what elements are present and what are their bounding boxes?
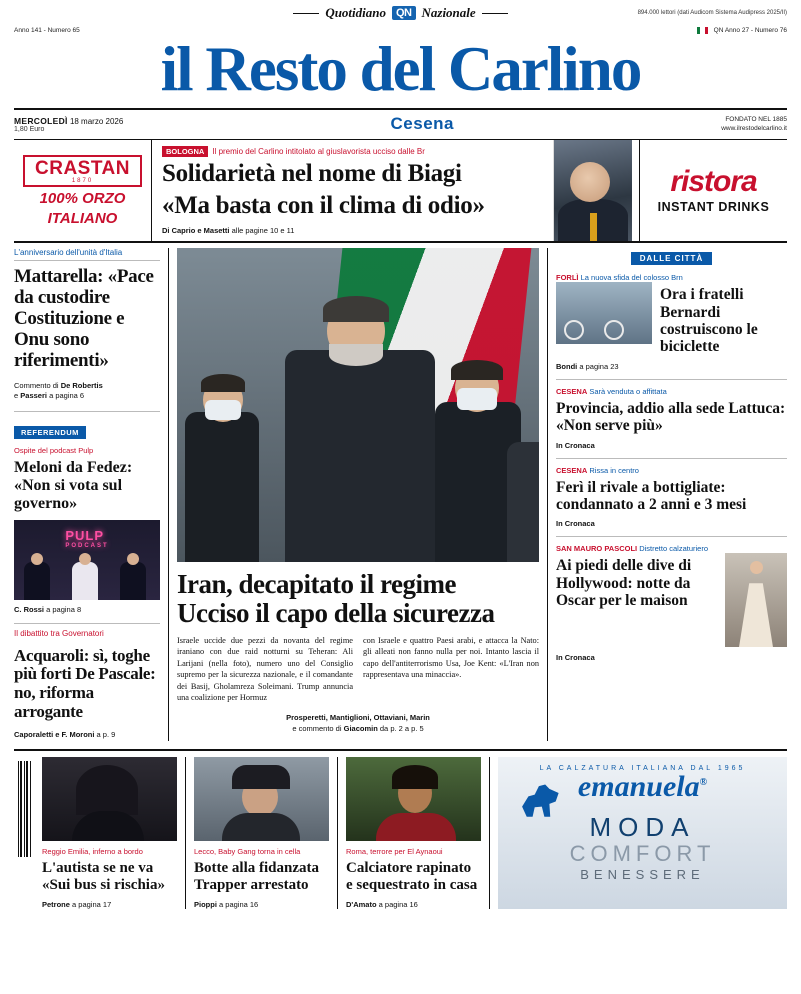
crowd-figure-4: [507, 442, 539, 562]
photo-jersey-3: [376, 813, 456, 841]
credit-name-1: De Robertis: [60, 380, 103, 390]
founded-text: FONDATO NEL 1885: [725, 116, 787, 124]
city-credit-2: [556, 441, 787, 450]
dateline-date: 18 marzo 2026: [69, 116, 124, 126]
crowd-hair-3: [451, 360, 503, 380]
qn-masthead: [214, 5, 587, 21]
city-headline-2: Provincia, addio alla sede Lattuca: «Non serve più»: [556, 399, 786, 435]
bottom-strip: [14, 749, 787, 910]
figure-left: [24, 562, 50, 600]
dress-shape: [739, 583, 773, 647]
main-body-col-2: con Israele e quattro Paesi arabi, e attacca la Nato: gli alleati non fanno nulla per noi. Intanto lascia il capo dell'antiterrorismo Usa, Joe Kent: «L'Iran non rappresentava una minaccia».: [363, 636, 539, 680]
dateline-price: 1,80 Euro: [14, 125, 45, 133]
credit-page-b2: a pagina 16: [219, 900, 259, 910]
rule-right: [482, 13, 508, 14]
credit-name-b3: D'Amato: [346, 900, 377, 910]
qn-issue-text: QN Anno 27 - Numero 76: [713, 27, 787, 35]
emanuela-word-moda: MODA: [589, 811, 696, 842]
bottom-headline-3: Calciatore rapinato e sequestrato in casa: [346, 859, 478, 893]
lead-kicker-text: Il premio del Carlino intitolato al giuslavorista ucciso dalle Br: [212, 147, 425, 157]
bottom-kicker-2: Lecco, Baby Gang torna in cella: [194, 846, 301, 856]
left-credit-2: [14, 605, 160, 614]
pulp-podcast-photo: [14, 520, 160, 600]
issue-meta: Anno 141 - Numero 65: [14, 27, 80, 35]
pulp-neon-sign: PULP PODCAST: [65, 527, 109, 549]
city-name-3: CESENA: [556, 465, 588, 475]
credit-name-c1: Bondi: [556, 361, 578, 371]
qn-issue-meta: [697, 27, 787, 34]
city-kicker-3: [556, 466, 787, 475]
city-name-2: CESENA: [556, 386, 588, 396]
emanuela-reg-mark: ®: [699, 776, 708, 788]
lead-headline-line2: «Ma basta con il clima di odio»: [162, 191, 485, 219]
city-kicker-text-3: Rissa in centro: [589, 465, 639, 475]
referendum-pill-box: [14, 422, 160, 440]
ristora-tagline: INSTANT DRINKS: [657, 200, 770, 215]
photo-hair-3: [392, 765, 438, 789]
city-kicker-text-4: Distretto calzaturiero: [639, 544, 708, 554]
lead-byline: [162, 226, 539, 235]
bottom-credit-2: [194, 900, 329, 909]
left-headline-2[interactable]: Meloni da Fedez: «Non si vota sul governo»: [14, 458, 133, 512]
city-row-1: [556, 282, 787, 355]
city-kicker-2: [556, 387, 787, 396]
bicycle-photo: [556, 282, 652, 344]
credit-name-4: Caporaletti: [14, 730, 54, 740]
ristora-brand: ristora: [670, 165, 757, 199]
credit-name-b2: Pioppi: [194, 900, 217, 910]
sub-strip: [14, 21, 787, 34]
city-item-2[interactable]: [556, 380, 787, 450]
website-link[interactable]: www.ilrestodelcarlino.it: [721, 125, 787, 133]
main-byline-comment: e commento di: [292, 723, 342, 733]
dateline-bar: [14, 110, 787, 139]
photo-figure-face: [570, 162, 610, 202]
bicycle-icon: [564, 310, 642, 340]
left-overline-1: L'anniversario dell'unità d'Italia: [14, 248, 160, 261]
lead-byline-pages: alle pagine 10 e 11: [231, 226, 295, 236]
city-name-4: SAN MAURO PASCOLI: [556, 544, 638, 554]
bottom-credit-1: [42, 900, 177, 909]
crowd-figure-1: [185, 412, 259, 562]
crastan-logo: [23, 155, 142, 187]
dateline-day: MERCOLEDÌ: [14, 115, 68, 126]
city-headline-4: Ai piedi delle dive di Hollywood: notte da Oscar per le maison: [556, 557, 692, 609]
left-overline-3: Il dibattito tra Governatori: [14, 628, 104, 638]
lead-byline-name: Di Caprio e Masetti: [162, 226, 230, 236]
left-headline-3[interactable]: Acquaroli: sì, toghe più forti De Pascale: no, riforma arrogante: [14, 645, 156, 721]
dateline-right: [721, 115, 787, 133]
photo-body-1: [72, 811, 144, 841]
ad-crastan[interactable]: [14, 140, 152, 241]
city-kicker-4: [556, 544, 787, 553]
crastan-line1: 100% ORZO: [39, 190, 126, 208]
photo-hair-1: [76, 765, 138, 815]
dateline-left: [14, 116, 123, 133]
city-headline-1: Ora i fratelli Bernardi costruiscono le biciclette: [660, 286, 758, 356]
divider: [14, 411, 160, 412]
figure-center: [72, 562, 98, 600]
italian-flag-icon: [697, 27, 708, 34]
left-overline-2: Ospite del podcast Pulp: [14, 445, 94, 455]
photo-cap-2: [232, 765, 290, 789]
bottom-photo-3: [346, 757, 481, 841]
bottom-photo-2: [194, 757, 329, 841]
city-credit-1: [556, 362, 787, 371]
rule-left: [293, 13, 319, 14]
bottom-item-3[interactable]: [338, 757, 490, 910]
qn-word-quotidiano: Quotidiano: [325, 5, 386, 20]
crastan-line2: ITALIANO: [47, 209, 118, 227]
right-column: [547, 248, 787, 740]
center-column: [169, 248, 547, 740]
bottom-item-2[interactable]: [186, 757, 338, 910]
dress-head: [750, 561, 763, 574]
top-left-meta: [14, 10, 214, 16]
photo-figure-tie: [590, 213, 597, 241]
lead-headline-line1: Solidarietà nel nome di Biagi: [162, 160, 462, 188]
edition-city: Cesena: [390, 114, 455, 134]
credit-page-3: a p. 9: [96, 730, 116, 740]
bottom-headline-2: Botte alla fidanzata Trapper arrestato: [194, 859, 319, 893]
lead-tag: BOLOGNA: [162, 146, 208, 157]
qn-logo: QN: [392, 6, 416, 20]
main-photo: [177, 248, 539, 562]
crowd-figure-main: [285, 350, 435, 562]
lead-photo-image: [554, 140, 632, 241]
city-item-4[interactable]: [556, 537, 787, 662]
crowd-mask-1: [205, 400, 241, 420]
left-credit-3: [14, 730, 160, 741]
page-title: il Resto del Carlino: [160, 34, 641, 105]
left-credit-1: [14, 381, 160, 402]
barcode-bars: [18, 761, 31, 857]
dress-photo: [725, 553, 787, 647]
emanuela-brand-text: emanuela: [577, 769, 700, 803]
bottom-photo-1: [42, 757, 177, 841]
ad-emanuela[interactable]: [498, 757, 787, 910]
main-byline-pages: da p. 2 a p. 5: [379, 723, 424, 733]
lead-photo: [553, 140, 631, 241]
credit-label: Commento di: [14, 380, 59, 390]
bottom-kicker-1: Reggio Emilia, inferno a bordo: [42, 846, 143, 856]
bottom-credit-3: [346, 900, 481, 909]
figure-right: [120, 562, 146, 600]
photo-body-2: [222, 813, 300, 841]
main-grid: [14, 248, 787, 740]
credit-page-b3: a pagina 16: [378, 900, 418, 910]
crastan-since: 1870: [71, 178, 94, 185]
ad-ristora[interactable]: [639, 140, 787, 241]
left-headline-1[interactable]: Mattarella: «Pace da custodire Costituzione e Onu sono riferimenti»: [14, 266, 154, 371]
barcode: [14, 757, 34, 910]
top-strip: [14, 0, 787, 21]
main-byline: [177, 713, 539, 735]
credit-name-3: C. Rossi: [14, 604, 45, 614]
credit-page-b1: a pagina 17: [72, 900, 112, 910]
crowd-mask-3: [457, 388, 497, 410]
city-kicker-text-1: La nuova sfida del colosso Brn: [580, 273, 683, 283]
main-byline-comment-name: Giacomin: [343, 723, 378, 733]
bottom-item-1[interactable]: [34, 757, 186, 910]
main-body-col-1: Israele uccide due pezzi da novanta del regime iraniano con due raid notturni su Teheran: Ali Larijani (nella foto), numero uno del Consiglio supremo per la sicurezza nazionale, e il comandante dei Basij, Gholamreza Soleimani. Trump annuncia una coalizione per Hormuz: [177, 636, 353, 703]
emanuela-word-comfort: COMFORT: [569, 840, 716, 866]
bottom-headline-1: L'autista se ne va «Sui bus si rischia»: [42, 859, 165, 893]
credit-name-5: e F. Moroni: [55, 730, 95, 740]
city-name-1: FORLÌ: [556, 273, 579, 283]
credit-name-b1: Petrone: [42, 900, 70, 910]
photo-crowd: [177, 332, 539, 562]
credit-page-2: a pagina 8: [46, 604, 82, 614]
lead-story[interactable]: [160, 140, 545, 241]
qn-word-nazionale: Nazionale: [421, 5, 476, 20]
bottom-kicker-3: Roma, terrore per El Aynaoui: [346, 846, 443, 856]
credit-name-c4: In Cronaca: [556, 653, 595, 663]
lead-kicker: [162, 147, 539, 156]
section-badge: DALLE CITTÀ: [631, 252, 712, 265]
main-story-heading[interactable]: [177, 570, 539, 627]
credit-name-2: Passeri: [20, 391, 47, 401]
readers-count: 894.000 lettori (dati Audicom Sistema Audipress 2025/II): [637, 10, 787, 16]
left-column: [14, 248, 169, 740]
dalle-citta-header: [556, 248, 787, 266]
crowd-hair-1: [201, 374, 245, 392]
credit-name-c3: In Cronaca: [556, 519, 595, 529]
city-credit-3: [556, 519, 787, 528]
crowd-hair-main: [323, 296, 389, 322]
city-item-1[interactable]: [556, 266, 787, 370]
credit-join: e: [14, 391, 19, 401]
main-headline-line1: Iran, decapitato il regime: [177, 569, 456, 600]
city-item-3[interactable]: [556, 459, 787, 529]
credit-page-1: a pagina 6: [49, 391, 85, 401]
emanuela-word-benessere: BENESSERE: [580, 866, 705, 882]
badge-referendum: REFERENDUM: [14, 426, 86, 439]
nameplate: [14, 34, 787, 105]
credit-page-c1: a pagina 23: [579, 361, 619, 371]
main-headline-line2: Ucciso il capo della sicurezza: [177, 597, 495, 628]
city-row-4: [556, 553, 787, 647]
crastan-brand: CRASTAN: [35, 158, 130, 180]
city-credit-4: [556, 653, 787, 662]
emanuela-topline: LA CALZATURA ITALIANA DAL 1965: [539, 764, 746, 772]
main-story-body: [177, 635, 539, 704]
main-byline-names: Prosperetti, Mantiglioni, Ottaviani, Marin: [286, 712, 430, 722]
credit-name-c2: In Cronaca: [556, 440, 595, 450]
banner-row: [14, 139, 787, 243]
city-kicker-1: [556, 273, 787, 282]
city-headline-3: Ferì il rivale a bottigliate: condannato a 2 anni e 3 mesi: [556, 478, 747, 513]
city-kicker-text-2: Sarà venduta o affittata: [589, 386, 667, 396]
